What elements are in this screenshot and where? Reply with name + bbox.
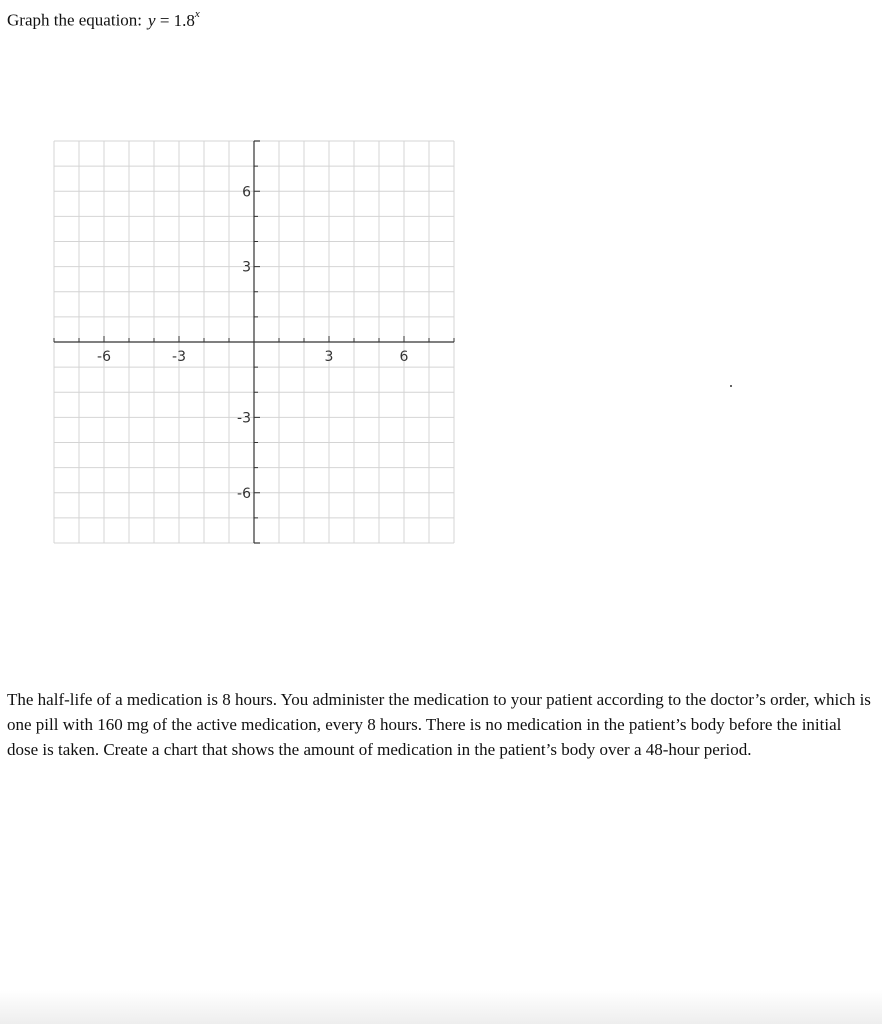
- equation-equals: =: [155, 10, 174, 30]
- y-tick-label: 6: [242, 184, 251, 201]
- stray-dot: [730, 385, 732, 387]
- question-2-text: The half-life of a medication is 8 hours. You administer the medication to your patient according to the doctor’s order, which is one pill with 160 mg of the active medication, every 8 hours. There is no medication in the patient’s body before the initial dose is taken. Create a chart that shows the amount of medication in the patient’s body over a 48-hour period.: [7, 690, 871, 759]
- equation-base: 1.8: [173, 10, 195, 30]
- y-tick-label: 3: [242, 259, 251, 276]
- equation-lhs: y: [148, 10, 156, 30]
- page-bottom-shade: [0, 990, 882, 1024]
- x-tick-label: -6: [97, 349, 111, 365]
- equation-exponent: x: [194, 8, 200, 20]
- y-tick-label: -6: [237, 485, 251, 502]
- question-1-label: Graph the equation:: [7, 10, 143, 30]
- x-tick-label: 3: [324, 349, 334, 365]
- x-tick-label: -3: [172, 349, 186, 365]
- y-tick-label: -3: [237, 410, 251, 427]
- x-tick-label: 6: [399, 349, 409, 365]
